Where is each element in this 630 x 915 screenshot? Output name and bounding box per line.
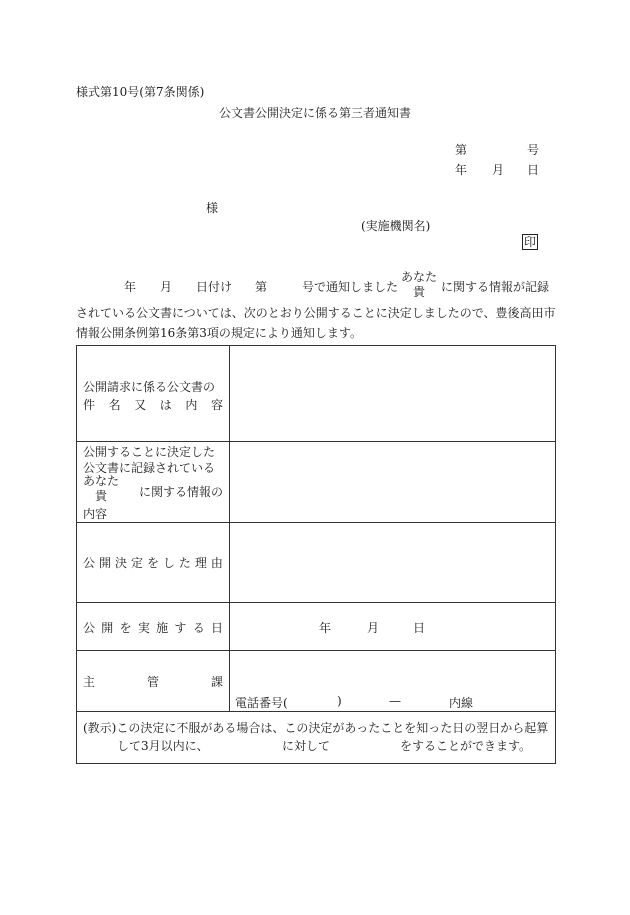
row-divider xyxy=(77,441,555,442)
row2-label-line2: 公文書に記録されている xyxy=(83,461,216,475)
row1-label-line1: 公開請求に係る公文書の xyxy=(83,380,216,394)
notice-line2c: をすることができます。 xyxy=(400,739,532,753)
row3-label: 公 開 決 定 を し た 理 由 xyxy=(83,556,223,570)
body-year: 年 xyxy=(124,280,137,294)
body-go-notice: 号で通知しました xyxy=(302,280,399,294)
body-line2: されている公文書については、次のとおり公開することに決定しましたので、豊後高田市 xyxy=(76,306,556,320)
row2-ki: 貴 xyxy=(95,489,108,503)
row5-phone-label: 電話番号( xyxy=(235,696,288,710)
body-month: 月 xyxy=(160,280,173,294)
row2-label-line1: 公開することに決定した xyxy=(83,445,216,459)
row5-phone-close: ) xyxy=(337,694,342,708)
date-year: 年 xyxy=(455,163,468,177)
row1-label-line2: 件 名 又 は 内 容 xyxy=(83,398,223,412)
row-divider xyxy=(77,711,555,712)
doc-number-go: 号 xyxy=(527,143,540,157)
doc-number-dai: 第 xyxy=(455,143,468,157)
date-day: 日 xyxy=(527,163,540,177)
body-line3: 情報公開条例第16条第3項の規定により通知します。 xyxy=(76,326,362,340)
row2-label-line4: 内容 xyxy=(83,507,108,521)
body-anata-ki xyxy=(401,270,437,300)
form-number: 様式第10号(第7条関係) xyxy=(76,85,205,99)
row-divider xyxy=(77,522,555,523)
addressee-sama: 様 xyxy=(206,201,219,215)
row-divider xyxy=(77,650,555,651)
issuer-agency: (実施機関名) xyxy=(361,219,431,233)
body-line1-tail: に関する情報が記録 xyxy=(441,280,550,294)
row5-dash: — xyxy=(389,694,401,708)
row4-year: 年 xyxy=(319,621,332,635)
document-title: 公文書公開決定に係る第三者通知書 xyxy=(219,106,412,120)
body-anata: あなた xyxy=(401,270,438,284)
seal-mark: 印 xyxy=(523,235,536,249)
body-ki: 貴 xyxy=(413,285,426,299)
row5-extension: 内線 xyxy=(449,696,474,710)
row4-month: 月 xyxy=(367,621,380,635)
row-divider xyxy=(77,602,555,603)
detail-table xyxy=(76,345,556,764)
notice-line1: (教示)この決定に不服がある場合は、この決定があったことを知った日の翌日から起算 xyxy=(83,721,549,735)
body-dai: 第 xyxy=(255,280,268,294)
row2-tail: に関する情報の xyxy=(139,485,224,499)
row2-anata: あなた xyxy=(83,474,120,488)
notice-line2a: して3月以内に、 xyxy=(117,739,209,753)
body-date-suffix: 日付け xyxy=(196,280,233,294)
column-divider xyxy=(229,346,230,711)
row2-anata-ki xyxy=(83,474,119,504)
row4-label: 公 開 を 実 施 す る 日 xyxy=(83,621,223,635)
notice-line2b: に対して xyxy=(282,739,331,753)
row4-day: 日 xyxy=(413,621,426,635)
date-month: 月 xyxy=(492,163,505,177)
row5-label: 主 管 課 xyxy=(83,675,223,689)
